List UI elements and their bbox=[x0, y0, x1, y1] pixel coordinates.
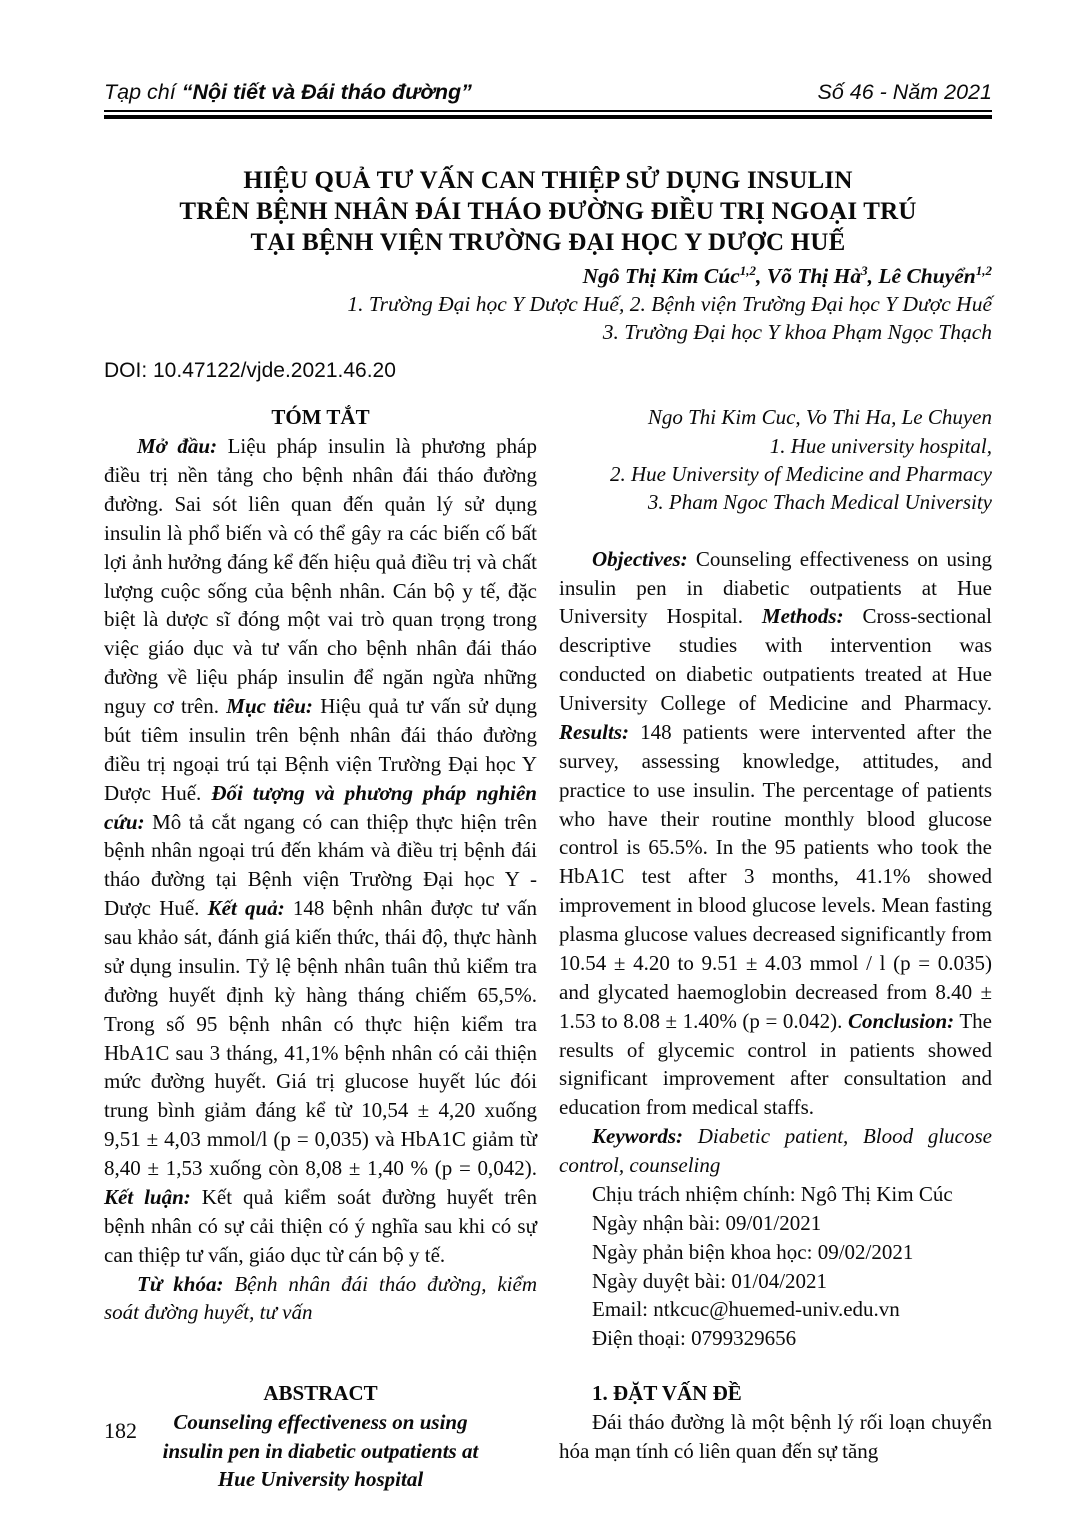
article-title-line: HIỆU QUẢ TƯ VẤN CAN THIỆP SỬ DỤNG INSULIN bbox=[243, 166, 853, 194]
issue-number: Số 46 - Năm 2021 bbox=[817, 80, 992, 104]
affiliations-en bbox=[559, 432, 992, 517]
affiliation-en-line: 3. Pham Ngoc Thach Medical University bbox=[647, 490, 992, 515]
article-title bbox=[104, 165, 992, 259]
page-number: 182 bbox=[104, 1418, 137, 1443]
body-columns bbox=[104, 403, 992, 1493]
english-abstract: Objectives: Counseling effectiveness on using insulin pen in diabetic outpatients at Hue University Hospital. Methods: Cross-sectional descriptive studies with intervention was conducted on diabetic outpatients treated at Hue University College of Medicine and Pharmacy. Results: 148 patients were intervented after the survey, assessing knowledge, attitudes, and practice to use insulin. The percentage of patients who have their routine monthly blood glucose control is 65.5%. In the 95 patients who took the HbA1C test after 3 months, 41.1% showed improvement in blood glucose levels. Mean fasting plasma glucose values decreased significantly from 10.54 ± 4.20 to 9.51 ± 4.03 mmol / l (p = 0.035) and glycated haemoglobin decreased from 8.40 ± 1.53 to 8.08 ± 1.40% (p = 0.042). Conclusion: The results of glycemic control in patients showed significant improvement after consultation and education from medical staffs. bbox=[559, 546, 992, 1120]
tom-tat-heading: TÓM TẮT bbox=[271, 405, 370, 430]
correspondence-block bbox=[559, 1180, 992, 1353]
header-rule bbox=[104, 115, 992, 119]
abstract-title bbox=[104, 1408, 537, 1493]
abstract-heading: ABSTRACT bbox=[263, 1381, 378, 1406]
affiliation-en-line: 1. Hue university hospital, bbox=[769, 433, 992, 458]
article-title-line: TRÊN BỆNH NHÂN ĐÁI THÁO ĐƯỜNG ĐIỀU TRỊ NGOẠI TRÚ bbox=[179, 197, 917, 225]
correspondence-line: Chịu trách nhiệm chính: Ngô Thị Kim Cúc bbox=[592, 1181, 953, 1206]
correspondence-line: Ngày duyệt bài: 01/04/2021 bbox=[592, 1268, 828, 1293]
keywords-en: Keywords: Diabetic patient, Blood glucose control, counseling bbox=[559, 1124, 992, 1178]
doi-line: DOI: 10.47122/vjde.2021.46.20 bbox=[104, 359, 396, 383]
journal-name: Tạp chí “Nội tiết và Đái tháo đường” bbox=[104, 80, 472, 104]
correspondence-line: Ngày phản biện khoa học: 09/02/2021 bbox=[592, 1239, 914, 1264]
affiliations-vi bbox=[104, 291, 992, 347]
abstract-block bbox=[104, 1379, 537, 1493]
journal-header bbox=[104, 80, 992, 112]
abstract-title-line: insulin pen in diabetic outpatients at bbox=[162, 1438, 479, 1463]
affiliation-line: 1. Trường Đại học Y Dược Huế, 2. Bệnh viện Trường Đại học Y Dược Huế bbox=[347, 292, 992, 317]
authors-en: Ngo Thi Kim Cuc, Vo Thi Ha, Le Chuyen bbox=[647, 405, 992, 430]
correspondence-line: Email: ntkcuc@huemed-univ.edu.vn bbox=[592, 1297, 900, 1322]
left-column bbox=[104, 403, 537, 1493]
keywords-vi: Từ khóa: Bệnh nhân đái tháo đường, kiểm soát đường huyết, tư vấn bbox=[104, 1271, 537, 1325]
section-1-text: Đái tháo đường là một bệnh lý rối loạn chuyển hóa mạn tính có liên quan đến sự tăng bbox=[559, 1410, 992, 1463]
affiliation-en-line: 2. Hue University of Medicine and Pharmacy bbox=[610, 461, 992, 486]
correspondence-line: Điện thoại: 0799329656 bbox=[592, 1326, 797, 1351]
spacer bbox=[559, 1353, 992, 1379]
vietnamese-abstract: Mở đầu: Liệu pháp insulin là phương pháp điều trị nền tảng cho bệnh nhân đái tháo đường đường. Sai sót liên quan đến quản lý sử dụng insulin là phổ biến và có thể gây ra các biến cố bất lợi ảnh hưởng đáng kể đến hiệu quả điều trị và chất lượng cuộc sống của bệnh nhân. Cán bộ y tế, đặc biệt là dược sĩ đóng một vai trò quan trọng trong việc giáo dục và tư vấn cho bệnh nhân đái tháo đường về liệu pháp insulin để ngăn ngừa những nguy cơ trên. Mục tiêu: Hiệu quả tư vấn sử dụng bút tiêm insulin trên bệnh nhân đái tháo đường điều trị ngoại trú tại Bệnh viện Trường Đại học Y Dược Huế. Đối tượng và phương pháp nghiên cứu: Mô tả cắt ngang có can thiệp thực hiện trên bệnh nhân ngoại trú đến khám và điều trị bệnh đái tháo đường tại Bệnh viện Trường Đại học Y - Dược Huế. Kết quả: 148 bệnh nhân được tư vấn sau khảo sát, đánh giá kiến thức, thái độ, thực hành sử dụng insulin. Tỷ lệ bệnh nhân tuân thủ kiểm tra đường huyết định kỳ hàng tháng chiếm 65,5%. Trong số 95 bệnh nhân có thực hiện kiểm tra HbA1C sau 3 tháng, 41,1% bệnh nhân có cải thiện mức đường huyết. Giá trị glucose huyết lúc đói trung bình giảm đáng kể từ 10,54 ± 4,20 xuống 9,51 ± 4,03 mmol/l (p = 0,035) và HbA1C giảm từ 8,40 ± 1,53 xuống còn 8,08 ± 1,40 % (p = 0,042). Kết luận: Kết quả kiểm soát đường huyết trên bệnh nhân có sự cải thiện có ý nghĩa sau khi có sự can thiệp tư vấn, giáo dục từ cán bộ y tế. bbox=[104, 434, 538, 1267]
section-1-heading: 1. ĐẶT VẤN ĐỀ bbox=[592, 1381, 742, 1406]
spacer bbox=[559, 517, 992, 545]
authors-line: Ngô Thị Kim Cúc$^{1,2}$, Võ Thị $Hà^3$, Lê Chuyển$^{1,2}$ bbox=[582, 263, 992, 289]
article-title-line: TẠI BỆNH VIỆN TRƯỜNG ĐẠI HỌC Y DƯỢC HUẾ bbox=[250, 229, 846, 256]
abstract-title-line: Hue University hospital bbox=[217, 1466, 424, 1491]
correspondence-line: Ngày nhận bài: 09/01/2021 bbox=[592, 1210, 822, 1235]
abstract-title-line: Counseling effectiveness on using bbox=[173, 1410, 468, 1435]
right-column bbox=[559, 403, 992, 1493]
affiliation-line: 3. Trường Đại học Y khoa Phạm Ngọc Thạch bbox=[602, 320, 992, 345]
